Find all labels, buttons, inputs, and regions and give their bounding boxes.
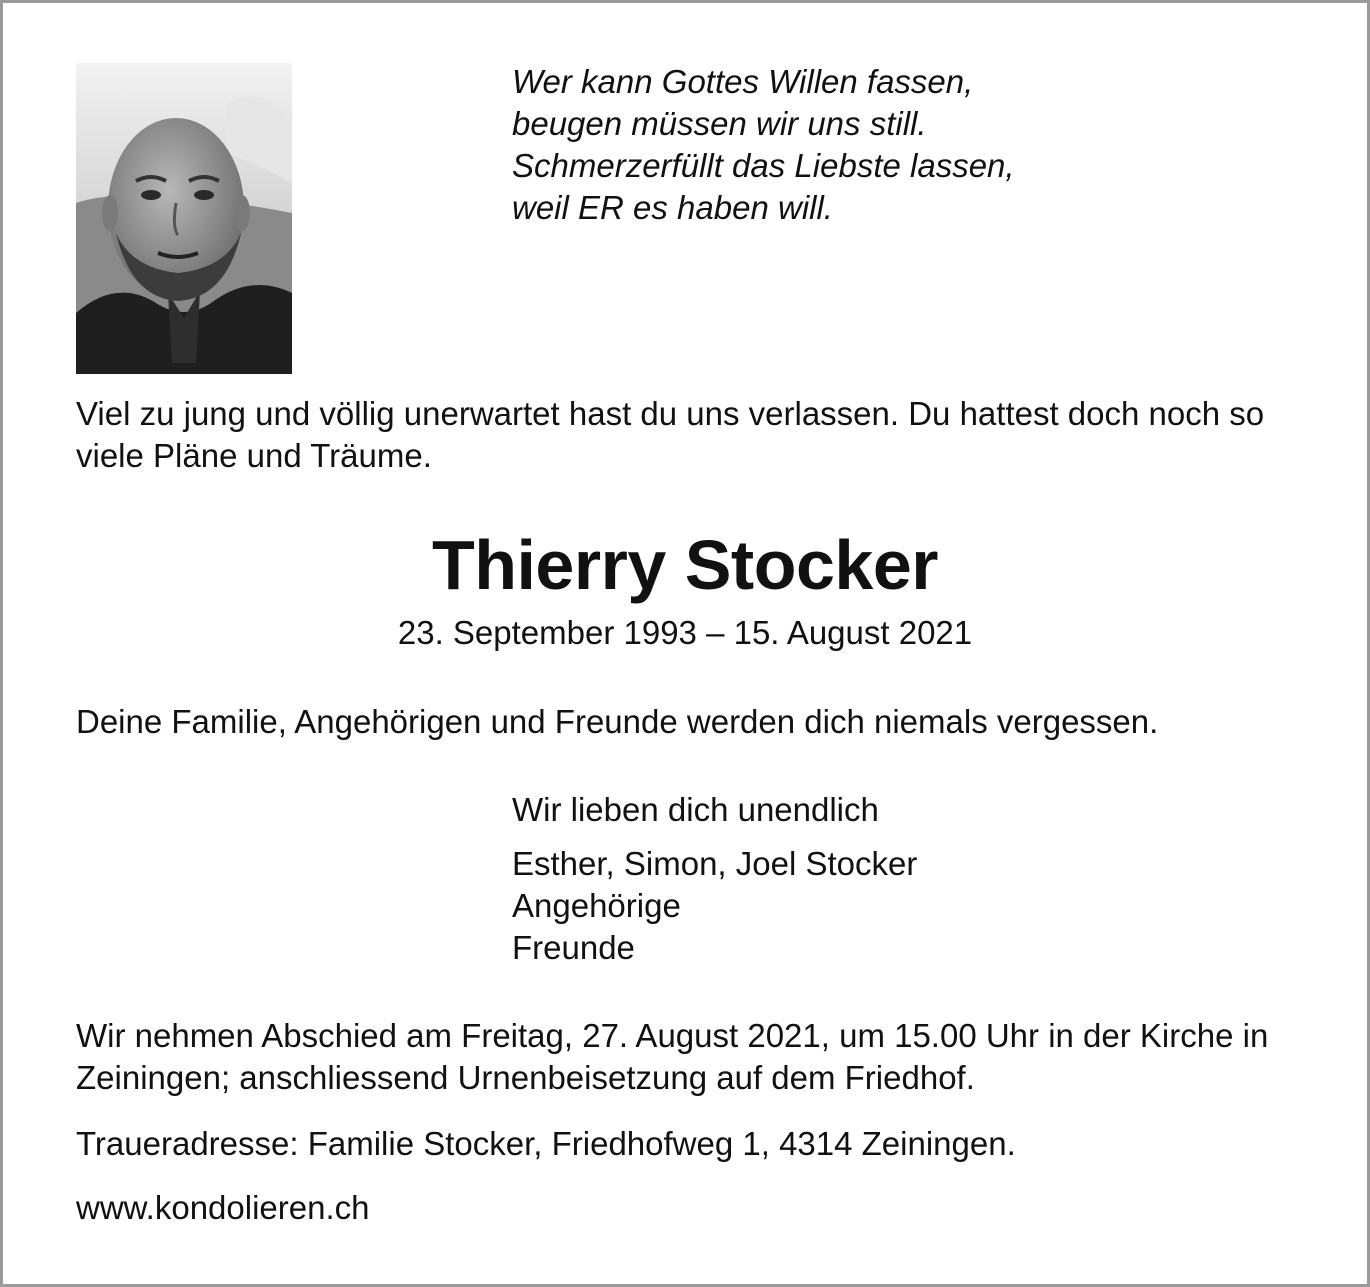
mourner-entry: Freunde <box>512 929 635 966</box>
poem-line: Wer kann Gottes Willen fassen, <box>512 63 974 100</box>
poem-line: Schmerzerfüllt das Liebste lassen, <box>512 147 1015 184</box>
family-message: Deine Familie, Angehörigen und Freunde werden dich niemals vergessen. <box>76 703 1159 740</box>
mourner-entry: Esther, Simon, Joel Stocker <box>512 845 918 882</box>
mourning-address: Traueradresse: Familie Stocker, Friedhofweg 1, 4314 Zeiningen. <box>76 1125 1016 1162</box>
love-line: Wir lieben dich unendlich <box>512 791 879 828</box>
farewell-text: Wir nehmen Abschied am Freitag, 27. August 2021, um 15.00 Uhr in der Kirche in Zeiningen; anschliessend Urnenbeisetzung auf dem Friedhof. <box>76 1017 1269 1096</box>
portrait-illustration <box>76 63 292 374</box>
poem-line: beugen müssen wir uns still. <box>512 105 927 142</box>
life-dates: 23. September 1993 – 15. August 2021 <box>397 614 973 651</box>
website-link[interactable]: www.kondolieren.ch <box>76 1189 370 1226</box>
poem <box>512 61 1015 229</box>
mourner-entry: Angehörige <box>512 887 681 924</box>
portrait-photo <box>76 63 292 374</box>
poem-line: weil ER es haben will. <box>512 189 833 226</box>
deceased-name: Thierry Stocker <box>431 526 939 604</box>
intro-text: Viel zu jung und völlig unerwartet hast du uns verlassen. Du hattest doch noch so viele Pläne und Träume. <box>76 395 1265 474</box>
mourners-list <box>512 843 917 969</box>
